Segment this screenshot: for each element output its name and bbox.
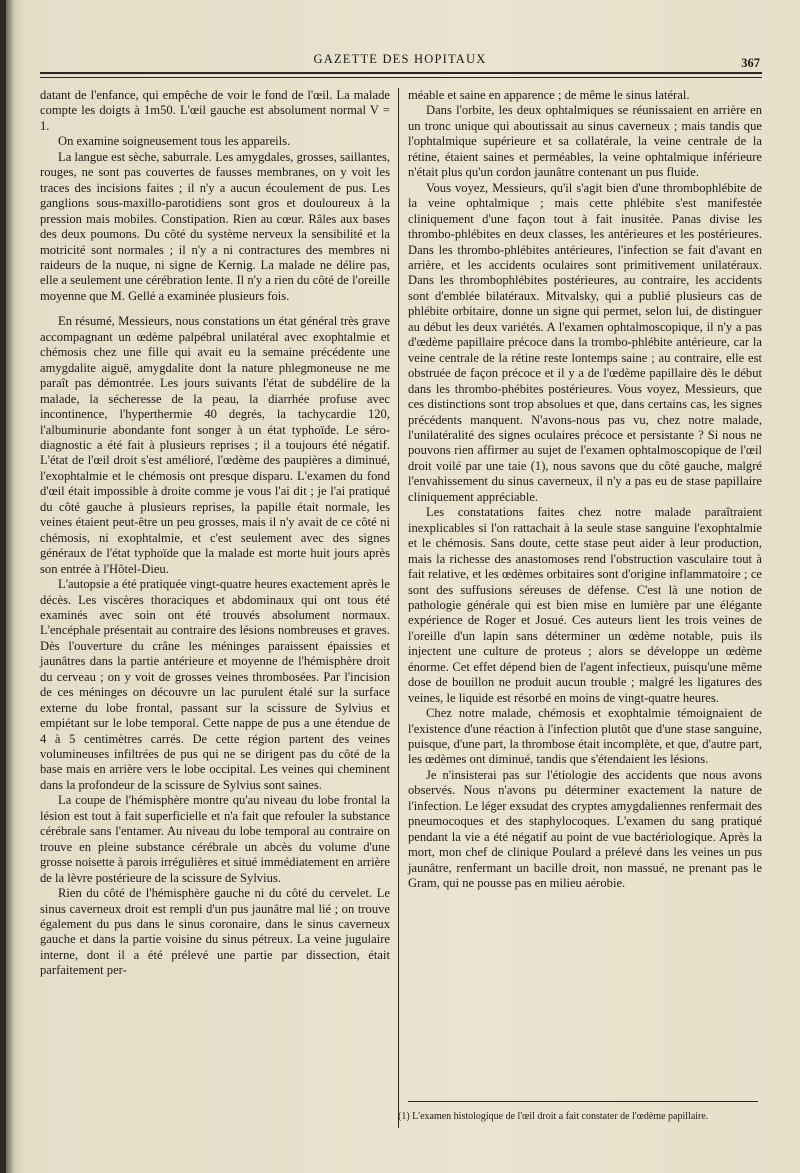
paragraph: En résumé, Messieurs, nous constations un état général très grave accompagnant un œdème palpébral unilatéral avec exophtalmie et chémosis chez une fille qui avait eu la semaine précédente une amygdalite aiguë, amygdalite dont la nature phlegmoneuse ne me paraît pas démontrée. Les jours suivants l'état de subdélire de la malade, la sécheresse de la peau, la diarrhée profuse avec incontinence, l'hyperthermie 40 degrés, la tachycardie 120, l'albuminurie abondante font songer à un état typhoïde. Le séro-diagnostic a été fait à plusieurs reprises ; il a toujours été négatif. L'état de l'œil droit s'est amélioré, l'œdème des paupières a diminué, l'exophtalmie et le chémosis ont presque disparu. L'examen du fond d'œil était impossible à droite comme je vous l'ai dit ; je l'ai pratiqué du côté gauche à plusieurs reprises, la papille était normale, les veines étaient peut-être un peu grosses, mais il n'y avait de ce côté ni chémosis, ni exophtalmie, et c'est seulement avec des signes généraux de l'état typhoïde que la malade est morte huit jours après son entrée à l'Hôtel-Dieu. [40,314,390,576]
paragraph: La langue est sèche, saburrale. Les amygdales, grosses, saillantes, rouges, ne sont pas couvertes de fausses membranes, on y voit les traces des incisions faites ; il n'y a aucun écoulement de pus. Les ganglions sous-maxillo-parotidiens sont gros et douloureux à la pression mais mobiles. Constipation. Rien au cœur. Râles aux bases des deux poumons. Du côté du système nerveux la sensibilité et la motricité sont normales ; il n'y a ni contractures des membres ni raideurs de la nuque, ni signe de Kernig. La malade ne délire pas, elle a seulement une cérébration lente. Il n'y a rien du côté de l'oreille moyenne que M. Gellé a examinée plusieurs fois. [40,149,390,303]
left-column [40,88,390,979]
paragraph: Chez notre malade, chémosis et exophtalmie témoignaient de l'existence d'une réaction à l'infection plutôt que d'une stase sanguine, puisque, d'une part, la thrombose était incomplète, et que, d'autre part, les œdèmes ont diminué, tandis que s'étendaient les lésions. [408,706,762,767]
paragraph: On examine soigneusement tous les appareils. [58,134,291,149]
paragraph: L'autopsie a été pratiquée vingt-quatre heures exactement après le décès. Les viscères thoraciques et abdominaux qui ont tous été examinés avec soin ont été trouvés absolument normaux. L'encéphale présentait au contraire des lésions nombreuses et graves. Dès l'ouverture du crâne les méninges paraissent épaissies et jaunâtres dans la partie antérieure et moyenne de l'hémisphère droit du cerveau ; on y voit de grosses veines thrombosées. Par l'incision de ces méninges on découvre un lac purulent étalé sur la surface externe du lobe frontal, passant sur la scissure de Sylvius et empiétant sur le lobe temporal. Cette nappe de pus a une étendue de 4 à 5 centimètres carrés. De cette région partent des veines volumineuses infiltrées de pus qui ne se dirigent pas du côté de la base mais en arrière vers le lobe occipital. Les veines qui cheminent dans la profondeur de la scissure de Sylvius sont saines. [40,577,390,792]
book-spine-shadow [0,0,6,1173]
footnote-rule [408,1101,758,1102]
paragraph: Je n'insisterai pas sur l'étiologie des accidents que nous avons observés. Nous n'avons pu déterminer exactement la nature de l'infection. Le léger exsudat des cryptes amygdaliennes renfermait des pneumocoques et des staphylocoques. L'examen du sang pratiqué pendant la vie a été négatif au point de vue bactériologique. Après la mort, mon chef de clinique Poulard a prélevé dans les veines un pus jaunâtre, renfermant un bacille droit, non massué, ne prenant pas le Gram, qui ne pousse pas en milieu aérobie. [408,767,762,891]
paragraph: Vous voyez, Messieurs, qu'il s'agit bien d'une thrombophlébite de la veine ophtalmique ; mais cette phlébite s'est manifestée cliniquement d'une façon tout à fait inusitée. Panas divise les thrombo-phlébites en deux classes, les antérieures et les postérieures. Dans les thrombo-phlébites antérieures, l'infection se fait d'avant en arrière, et les accidents oculaires sont primitivement unilatéraux. Dans les thrombophlébites postérieures, au contraire, les accidents sont d'emblée bilatéraux. Mitvalsky, qui a publié plusieurs cas de phlébite orbitaire, donne un signe qui permet, selon lui, de distinguer au début les deux variétés. A l'examen ophtalmoscopique, il n'y a pas d'œdème papillaire précoce dans la trombo-phlébite antérieure, car la veine centrale de la rétine reste lontemps saine ; au contraire, elle est obstruée de façon précoce et il y a de l'œdème papillaire dès le début dans les thrombo-phébites postérieures. Vous voyez, Messieurs, que ces distinctions sont trop absolues et que, dans certains cas, les signes précédents manquent. N'avons-nous pas vu, chez notre malade, l'unilatéralité des signes oculaires précoce et persistante ? Si nous ne pouvons rien affirmer au sujet de l'examen ophtalmoscopique de l'œil droit voilé par une taie (1), nous savons que du côté gauche, malgré l'envahissement du sinus caverneux, il n'y a pas eu de stase papillaire cliniquement appréciable. [408,180,762,504]
paragraph: La coupe de l'hémisphère montre qu'au niveau du lobe frontal la lésion est tout à fait superficielle et n'a fait que refouler la substance cérébrale sans l'entamer. Au niveau du lobe temporal au contraire on trouve en pleine substance cérébrale un abcès du volume d'une grosse noisette à parois irrégulières et situé immédiatement en arrière de la lèvre postérieure de la scissure de Sylvius. [40,793,390,885]
header-rule-thick [40,72,762,74]
paragraph: méable et saine en apparence ; de même le sinus latéral. [408,88,690,102]
page-number: 367 [741,56,760,70]
column-divider [398,88,399,1128]
paragraph: Dans l'orbite, les deux ophtalmiques se réunissaient en arrière en un tronc unique qui aboutissait au sinus caverneux ; mais tandis que l'ophtalmique supérieure et sa collatérale, la veine centrale de la rétine, étaient saines et perméables, la veine ophtalmique inférieure n'était plus qu'un cordon jaunâtre contenant un pus fluide. [408,103,762,180]
paragraph: Les constatations faites chez notre malade paraîtraient inexplicables si l'on rattachait à la seule stase sanguine l'exophtalmie et le chémosis. Sans doute, cette stase peut aider à leur production, mais la richesse des anastomoses rend l'obstruction vasculaire tout à fait relative, et les œdèmes orbitaires sont d'origine inflammatoire ; ce sont des suffusions séreuses de défense. C'est là une notion de pathologie générale qui est bien mise en lumière par une élégante expérience de Roger et Josué. Ces auteurs lient les trois veines de l'oreille d'un lapin sans déterminer un œdème notable, puis ils injectent une culture de proteus ; alors se développe un œdème énorme. Cet effet dépend bien de l'agent infectieux, puisqu'une même dose de bouillon ne produit aucun trouble ; malgré les ligatures des veines, le liquide est résorbé en moins de vingt-quatre heures. [408,505,762,705]
right-column [408,88,762,892]
paragraph: Rien du côté de l'hémisphère gauche ni du côté du cervelet. Le sinus caverneux droit est rempli d'un pus jaunâtre mal lié ; on trouve également du pus dans le sinus coronaire, dans le sinus caverneux gauche et dans la partie voisine du sinus pétreux. La veine jugulaire interne, dont il a été prélevé une partie par dissection, était parfaitement per- [40,886,390,978]
header-rule-thin [40,77,762,78]
paragraph: datant de l'enfance, qui empêche de voir le fond de l'œil. La malade compte les doigts à 1m50. L'œil gauche est absolument normal V = 1. [40,88,390,133]
journal-title: GAZETTE DES HOPITAUX [313,52,487,66]
footnote: (1) L'examen histologique de l'œil droit a fait constater de l'œdème papillaire. [398,1111,709,1122]
page-header [40,48,760,68]
